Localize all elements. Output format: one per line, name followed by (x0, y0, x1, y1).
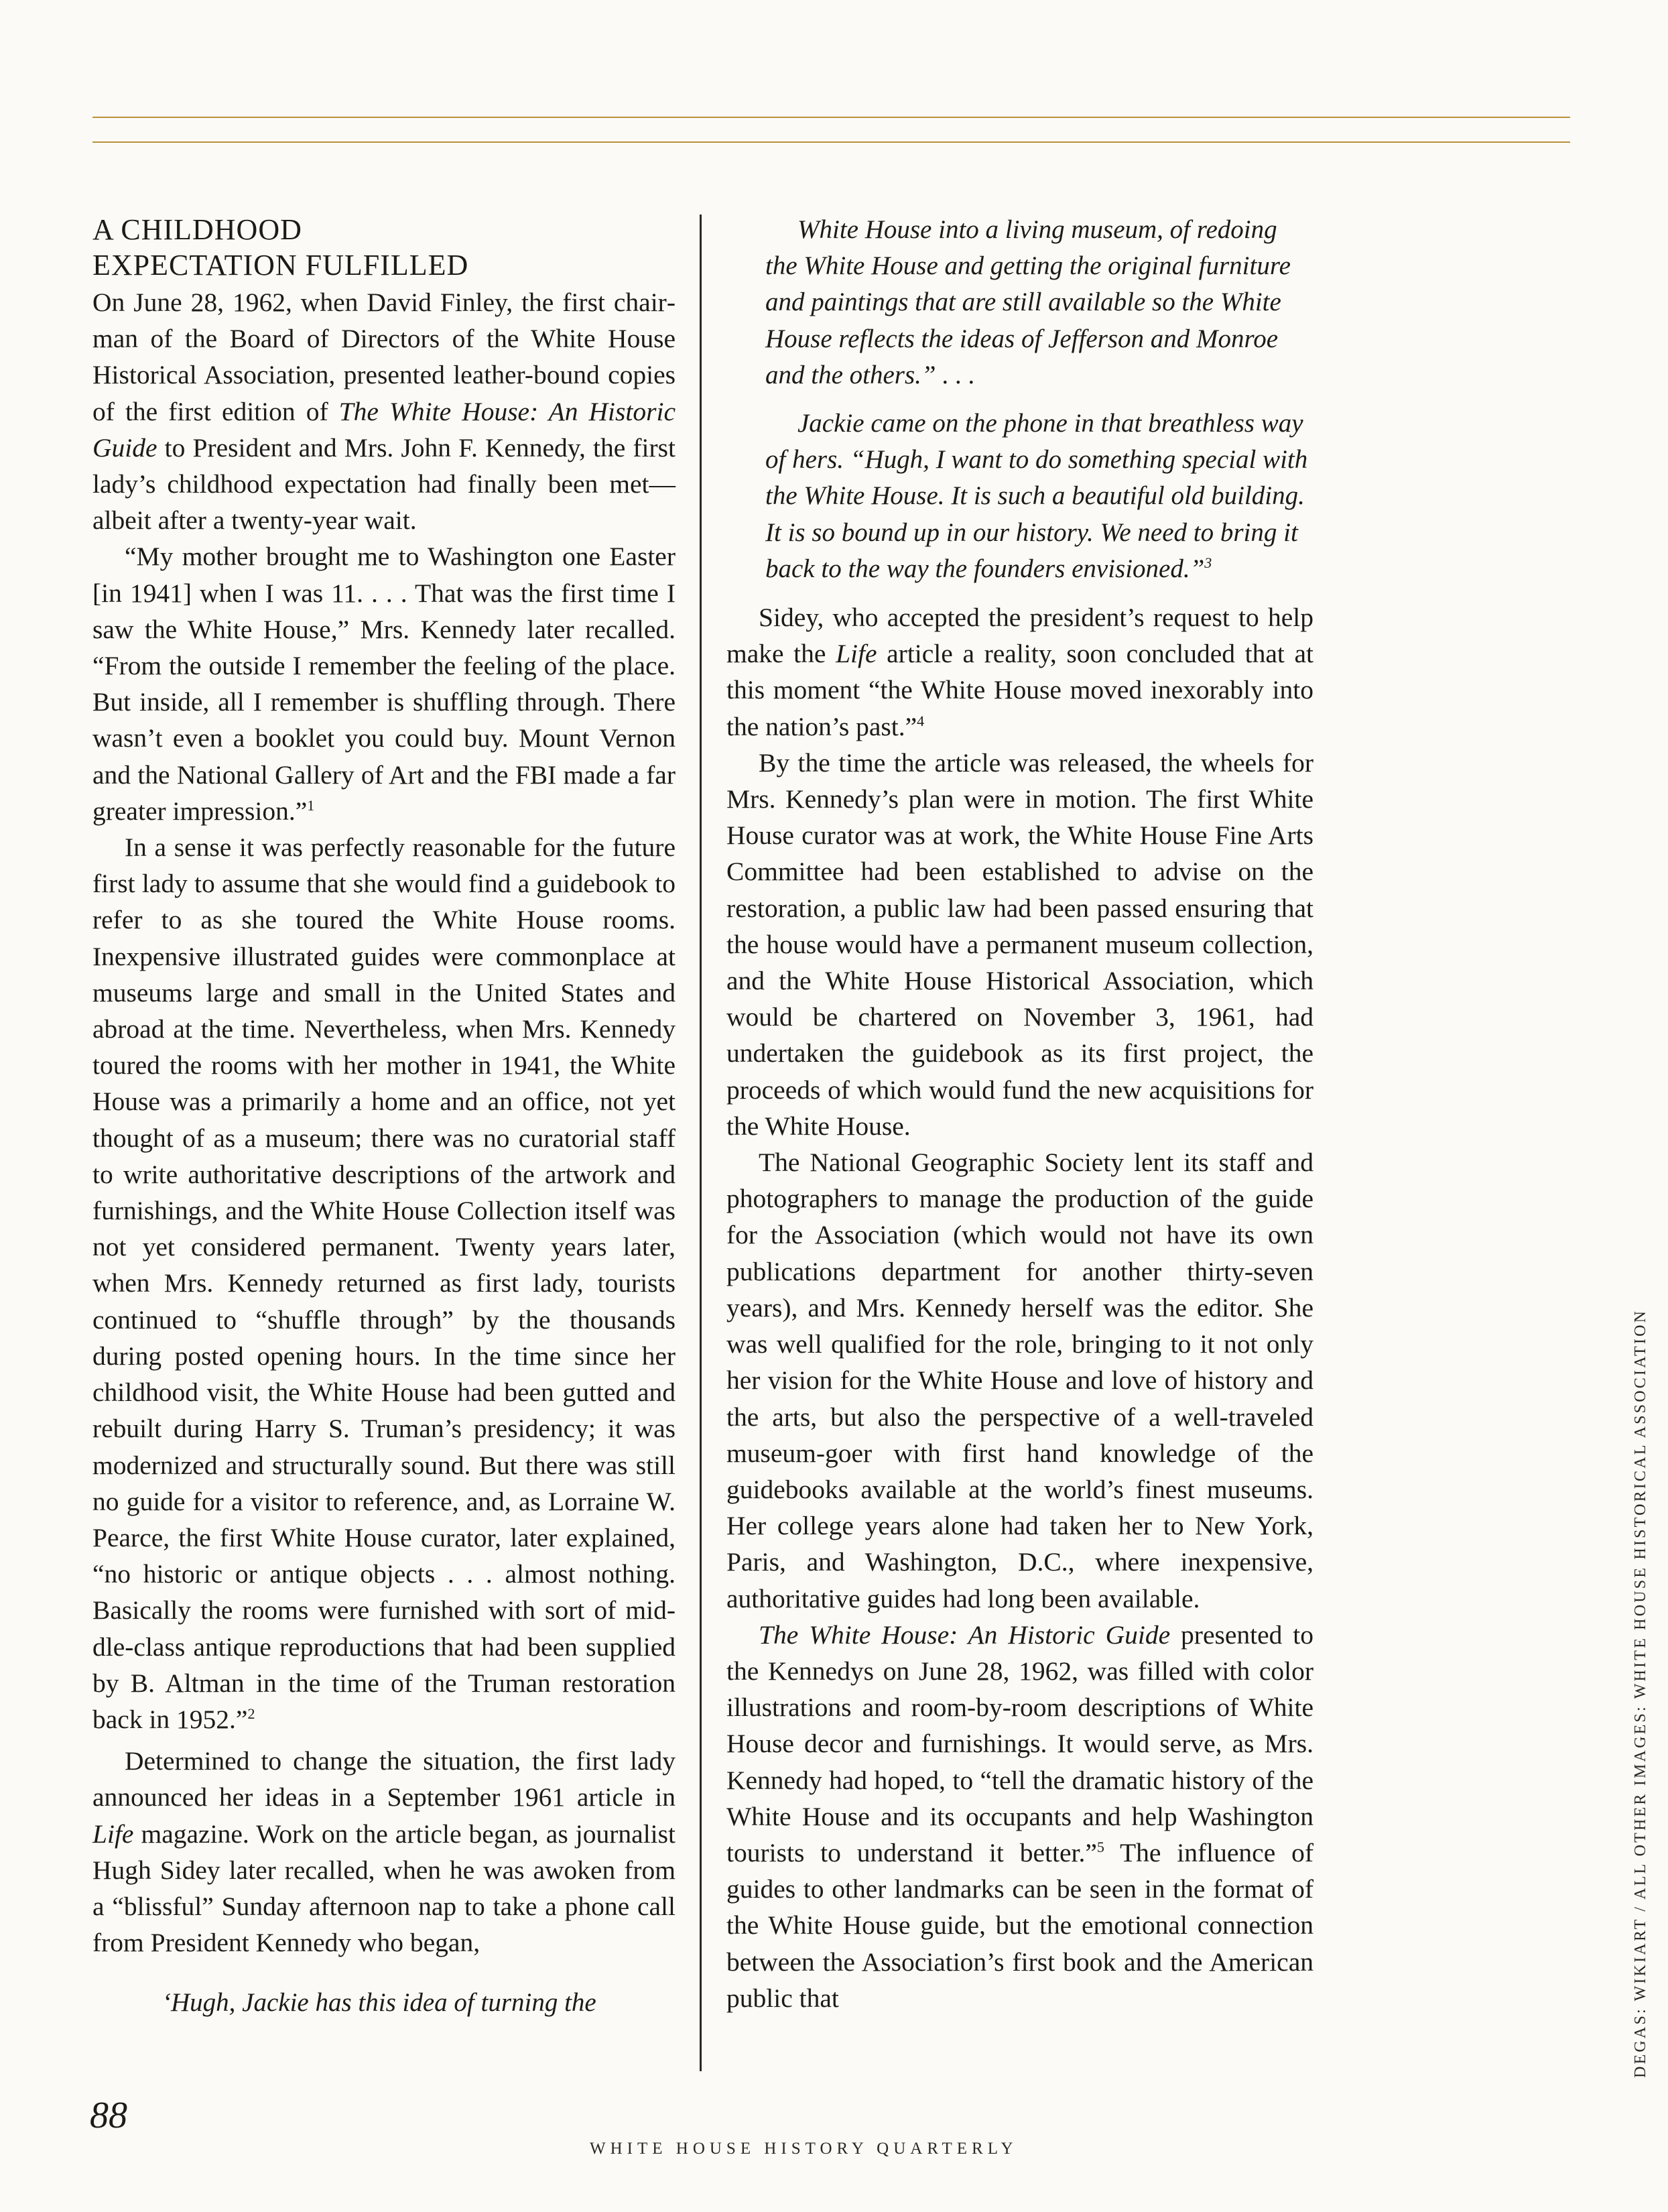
paragraph-8: The White House: An Historic Guide presented to the Kennedys on June 28, 1962, was filled with color illustrations and room-by-room descriptions of White House decor and furnishings. It would serve, as Mrs. Kennedy had hoped, to “tell the dramatic history of the White House and its occupants and help Washington tourists to understand it better.”$^5$ The influence of guides to other landmarks can be seen in the format of the White House guide, but the emotional connection between the Association’s first book and the American public that (726, 1619, 1314, 2013)
magazine-title-2: Life (836, 639, 877, 669)
header-rule-bottom (92, 141, 1570, 143)
footnote-3: 3 (1204, 554, 1212, 571)
right-column (726, 212, 1313, 2016)
paragraph-1: On June 28, 1962, when David Finley, the first chairman of the Board of Directors of the White House Historical Association, presented leather-bound copies of the first edition of The White House: An Historic Guide to President and Mrs. John F. Kennedy, the first lady’s childhood expectation had finally been met—albeit after a twenty-year wait. (92, 288, 676, 536)
paragraph-5: Sidey, who accepted the president’s request to help make the Life article a reality, soon concluded that at this moment “the White House moved inexorably into the nation’s past.”$^4$ (726, 603, 1313, 741)
footnote-2: 2 (247, 1705, 255, 1722)
book-title: The White House: An Historic Guide (92, 396, 676, 463)
paragraph-6: By the time the article was released, the wheels for Mrs. Kennedy’s plan were in motion. The first White House curator was at work, the White House Fine Arts Committee had been established to advise on the restoration, a public law had been passed ensuring that the house would have a permanent museum collection, and the White House Historical Association, which would be chartered on November 3, 1961, had undertaken the guidebook as its first project, the proceeds of which would fund the new acquisitions for the White House. (726, 747, 1313, 1141)
quote-continued: White House into a living museum, of redoing the White House and getting the original furniture and paintings that are still available so the White House reflects the ideas of Jefferson and Monroe and the others.” . . . (765, 215, 1291, 389)
footnote-5: 5 (1096, 1838, 1104, 1855)
header-rule-top (92, 117, 1570, 118)
left-column (92, 212, 676, 2022)
page-number: 88 (90, 2095, 127, 2136)
quote-jackie: Jackie came on the phone in that breathless way of hers. “Hugh, I want to do something special with the White House. It is such a beautiful old building. It is so bound up in our history. We need to bring it back to the way the founders envisioned.”$^3$ (765, 409, 1308, 583)
image-credit: DEGAS: WIKIART / ALL OTHER IMAGES: WHITE HOUSE HISTORICAL ASSOCIATION (1632, 1308, 1649, 2078)
running-footer: WHITE HOUSE HISTORY QUARTERLY (590, 2140, 1018, 2158)
footnote-4: 4 (917, 712, 925, 729)
heading-line-2: EXPECTATION FULFILLED (92, 249, 469, 282)
heading-line-1: A CHILDHOOD (92, 213, 302, 246)
quote-start: ‘Hugh, Jackie has this idea of turning the (162, 1988, 596, 2018)
paragraph-7: The National Geographic Society lent its staff and photographers to manage the production of the guide for the Association (which would not have its own publications department for another thirty-seven years), and Mrs. Kennedy herself was the editor. She was well qualified for the role, bringing to it not only her vision for the White House and love of history and the arts, but also the perspective of a well-traveled museum-goer with first hand knowledge of the guidebooks available at the world’s finest museums. Her college years alone had taken her to New York, Paris, and Washington, D.C., where inexpensive, authoritative guides had long been available. (726, 1148, 1313, 1613)
footnote-1: 1 (307, 796, 315, 814)
paragraph-4: Determined to change the situation, the first lady announced her ideas in a September 1961 article in Life magazine. Work on the article began, as journalist Hugh Sidey later recalled, when he was awoken from a “blissful” Sunday afternoon nap to take a phone call from President Kennedy who began, (92, 1746, 676, 1958)
book-title-2: The White House: An Historic Guide (759, 1619, 1171, 1650)
paragraph-3: In a sense it was perfectly reasonable for the future first lady to assume that she would find a guidebook to refer to as she toured the White House rooms. Inexpensive illustrated guides were commonplace at museums large and small in the United States and abroad at the time. Nevertheless, when Mrs. Kennedy toured the rooms with her mother in 1941, the White House was a primarily a home and an office, not yet thought of as a museum; there was no curatorial staff to write authoritative descriptions of the artwork and furnishings, and the White House Collection itself was not yet considered permanent. Twenty years later, when Mrs. Kennedy returned as first lady, tourists continued to “shuffle through” by the thousands during posted opening hours. In the time since her childhood visit, the White House had been gutted and rebuilt during Harry S. Truman’s presidency; it was modernized and structurally sound. But there was still no guide for a visitor to reference, and, as Lorraine W. Pearce, the first White House curator, later explained, “no historic or antique objects . . . almost nothing. Basically the rooms were furnished with sort of middle-class antique reproductions that had been supplied by B. Altman in the time of the Truman restoration back in 1952.”$^2$ (92, 833, 676, 1734)
section-heading (92, 212, 676, 283)
magazine-title: Life (92, 1819, 134, 1849)
column-divider (700, 214, 702, 2071)
paragraph-2: “My mother brought me to Washington one Easter [in 1941] when I was 11. . . . That was the first time I saw the White House,” Mrs. Kennedy later recalled. “From the outside I remember the feeling of the place. But inside, all I remember is shuffling through. There wasn’t even a booklet you could buy. Mount Vernon and the National Gallery of Art and the FBI made a far greater impression.”$^1$ (92, 542, 676, 826)
